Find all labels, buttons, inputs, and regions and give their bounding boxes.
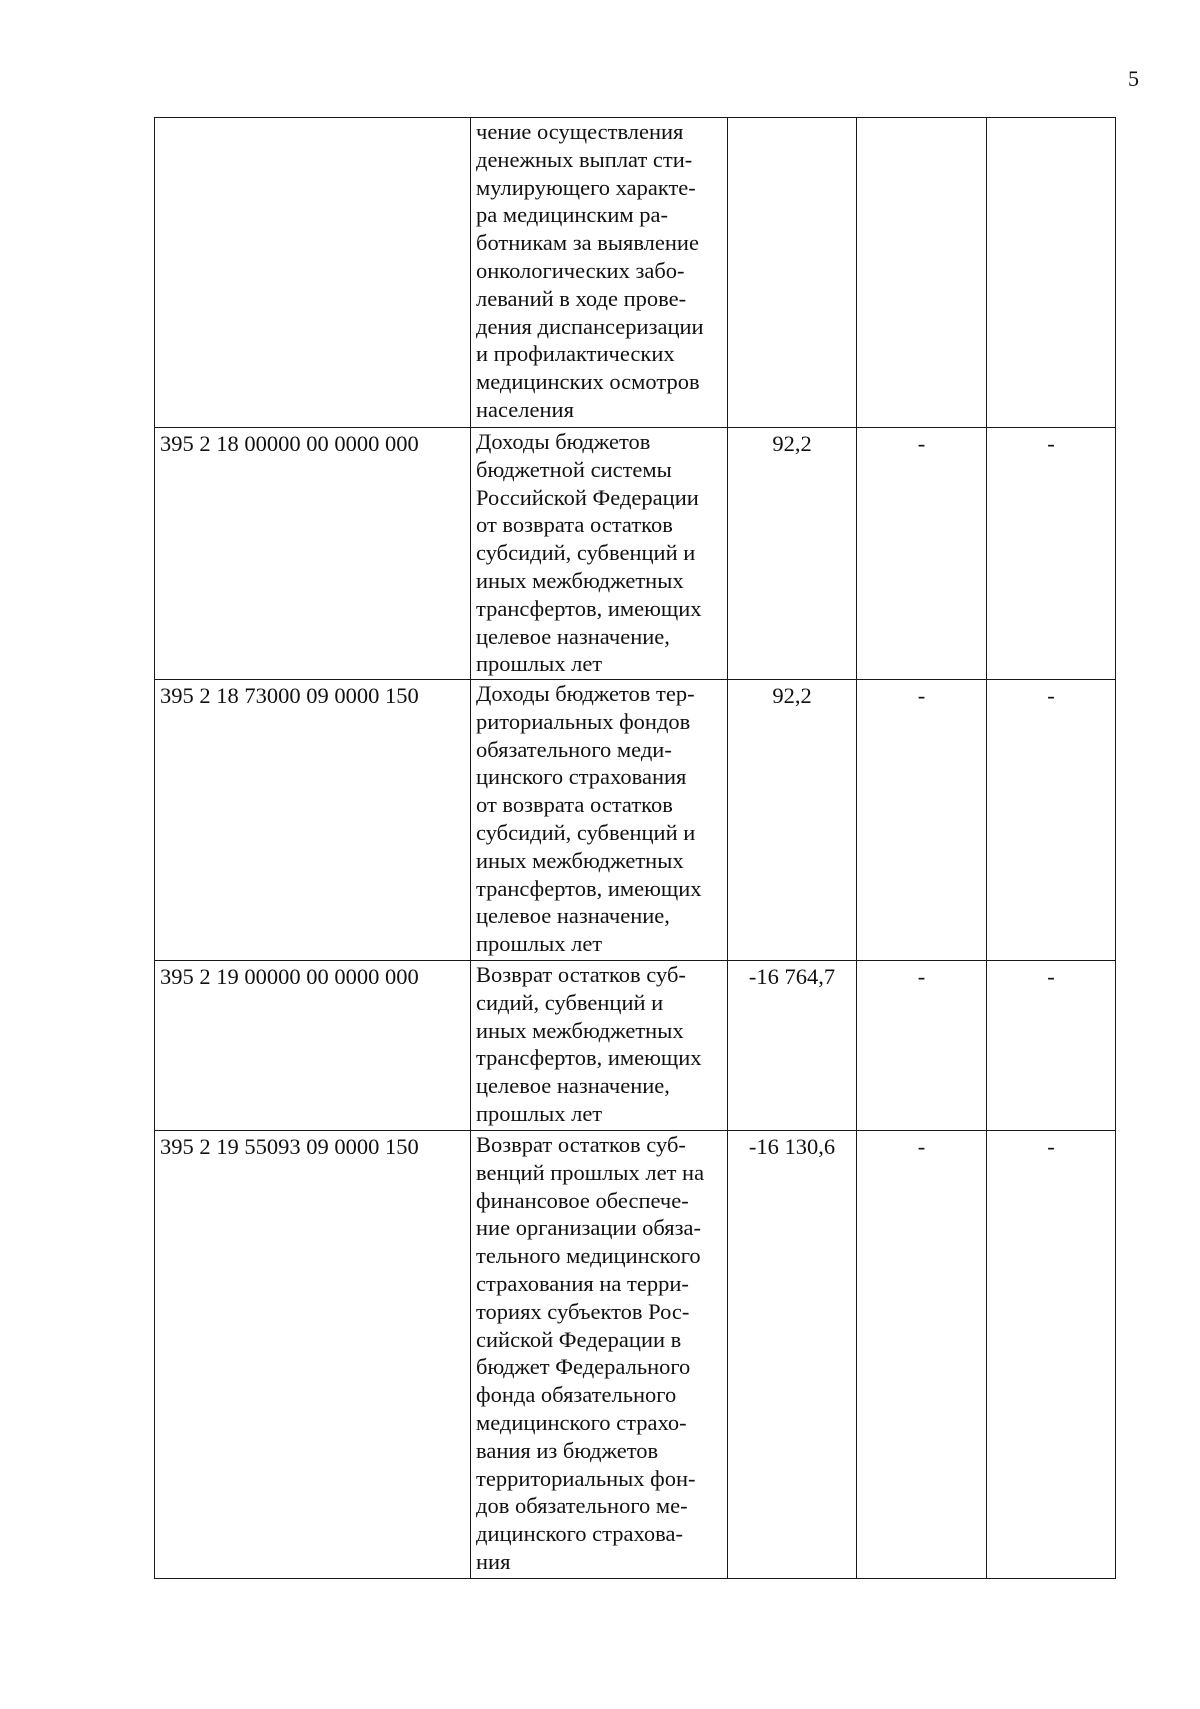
revenue-name-line: иных межбюджетных bbox=[476, 567, 684, 593]
revenue-name-cell bbox=[471, 680, 728, 961]
revenue-name-line: венций прошлых лет на bbox=[476, 1159, 705, 1185]
value-1-cell: 92,2 bbox=[728, 680, 857, 961]
revenue-name-cell bbox=[471, 118, 728, 428]
revenue-name-line: ния bbox=[476, 1548, 511, 1574]
revenue-name-line: дов обязательного ме- bbox=[476, 1493, 688, 1519]
revenue-name-line: цинского страхования bbox=[476, 764, 687, 790]
table-row bbox=[155, 1131, 1116, 1579]
table-row bbox=[155, 428, 1116, 680]
revenue-name-line: мулирующего характе- bbox=[476, 174, 696, 200]
revenue-name-line: Доходы бюджетов bbox=[476, 429, 651, 454]
revenue-name-line: медицинского страхо- bbox=[476, 1409, 687, 1435]
budget-code-cell: 395 2 18 73000 09 0000 150 bbox=[155, 680, 471, 961]
revenue-name-line: целевое назначение, bbox=[476, 903, 670, 929]
value-2-cell: - bbox=[857, 428, 987, 680]
value-2-cell: - bbox=[857, 1131, 987, 1579]
revenue-name-line: бюджет Федерального bbox=[476, 1354, 691, 1380]
revenue-name-line: Возврат остатков суб- bbox=[476, 1132, 686, 1157]
page-number: 5 bbox=[1128, 66, 1139, 91]
revenue-name-line: целевое назначение, bbox=[476, 623, 670, 649]
revenue-name-line: финансовое обеспече- bbox=[476, 1187, 689, 1213]
revenue-name-line: сийской Федерации в bbox=[476, 1326, 682, 1352]
revenue-name-line: субсидий, субвенций и bbox=[476, 540, 696, 566]
revenue-name-line: дения диспансеризации bbox=[476, 313, 704, 339]
revenue-name-cell bbox=[471, 428, 728, 680]
revenue-name-line: чение осуществления bbox=[476, 119, 684, 144]
revenue-name-line: Доходы бюджетов тер- bbox=[476, 681, 695, 706]
value-3-cell: - bbox=[987, 1131, 1116, 1579]
value-3-cell bbox=[987, 118, 1116, 428]
revenue-name-line: трансфертов, имеющих bbox=[476, 1045, 702, 1071]
budget-code-cell: 395 2 18 00000 00 0000 000 bbox=[155, 428, 471, 680]
revenue-name-line: прошлых лет bbox=[476, 1100, 603, 1126]
revenue-name-cell bbox=[471, 1131, 728, 1579]
value-3-cell: - bbox=[987, 961, 1116, 1131]
revenue-name-line: прошлых лет bbox=[476, 931, 603, 957]
revenue-name-line: страхования на терри- bbox=[476, 1270, 689, 1296]
value-3-cell: - bbox=[987, 428, 1116, 680]
value-1-cell: 92,2 bbox=[728, 428, 857, 680]
revenue-name-line: медицинских осмотров bbox=[476, 369, 700, 395]
revenue-name-line: дицинского страхова- bbox=[476, 1521, 683, 1547]
revenue-name-line: ботникам за выявление bbox=[476, 230, 699, 256]
budget-code-cell bbox=[155, 118, 471, 428]
revenue-name-line: иных межбюджетных bbox=[476, 1017, 684, 1043]
revenue-name-line: ра медицинским ра- bbox=[476, 202, 668, 228]
revenue-name-line: обязательного меди- bbox=[476, 736, 672, 762]
budget-revenue-table bbox=[154, 117, 1116, 1579]
revenue-name-line: тельного медицинского bbox=[476, 1243, 701, 1269]
value-1-cell bbox=[728, 118, 857, 428]
value-2-cell bbox=[857, 118, 987, 428]
revenue-name-line: от возврата остатков bbox=[476, 792, 673, 818]
revenue-name-line: ториях субъектов Рос- bbox=[476, 1298, 690, 1324]
revenue-name-line: иных межбюджетных bbox=[476, 847, 684, 873]
revenue-name-line: риториальных фондов bbox=[476, 708, 691, 734]
revenue-name-line: Российской Федерации bbox=[476, 484, 699, 510]
revenue-name-line: ние организации обяза- bbox=[476, 1215, 701, 1241]
budget-code-cell: 395 2 19 55093 09 0000 150 bbox=[155, 1131, 471, 1579]
revenue-name-line: трансфертов, имеющих bbox=[476, 595, 702, 621]
value-1-cell: -16 764,7 bbox=[728, 961, 857, 1131]
revenue-name-line: леваний в ходе прове- bbox=[476, 285, 687, 311]
revenue-name-line: фонда обязательного bbox=[476, 1382, 677, 1408]
revenue-name-line: бюджетной системы bbox=[476, 456, 672, 482]
value-3-cell: - bbox=[987, 680, 1116, 961]
revenue-name-line: территориальных фон- bbox=[476, 1465, 696, 1491]
table-row bbox=[155, 118, 1116, 428]
revenue-name-cell bbox=[471, 961, 728, 1131]
revenue-name-line: населения bbox=[476, 396, 574, 422]
revenue-name-line: сидий, субвенций и bbox=[476, 989, 664, 1015]
value-1-cell: -16 130,6 bbox=[728, 1131, 857, 1579]
table-row bbox=[155, 961, 1116, 1131]
revenue-name-line: денежных выплат сти- bbox=[476, 146, 693, 172]
revenue-name-line: субсидий, субвенций и bbox=[476, 819, 696, 845]
revenue-name-line: от возврата остатков bbox=[476, 512, 673, 538]
revenue-name-line: вания из бюджетов bbox=[476, 1437, 659, 1463]
revenue-name-line: онкологических забо- bbox=[476, 257, 685, 283]
revenue-name-line: Возврат остатков суб- bbox=[476, 962, 686, 987]
revenue-name-line: и профилактических bbox=[476, 341, 675, 367]
table-row bbox=[155, 680, 1116, 961]
revenue-name-line: трансфертов, имеющих bbox=[476, 875, 702, 901]
revenue-name-line: прошлых лет bbox=[476, 651, 603, 677]
value-2-cell: - bbox=[857, 961, 987, 1131]
revenue-name-line: целевое назначение, bbox=[476, 1073, 670, 1099]
value-2-cell: - bbox=[857, 680, 987, 961]
budget-code-cell: 395 2 19 00000 00 0000 000 bbox=[155, 961, 471, 1131]
